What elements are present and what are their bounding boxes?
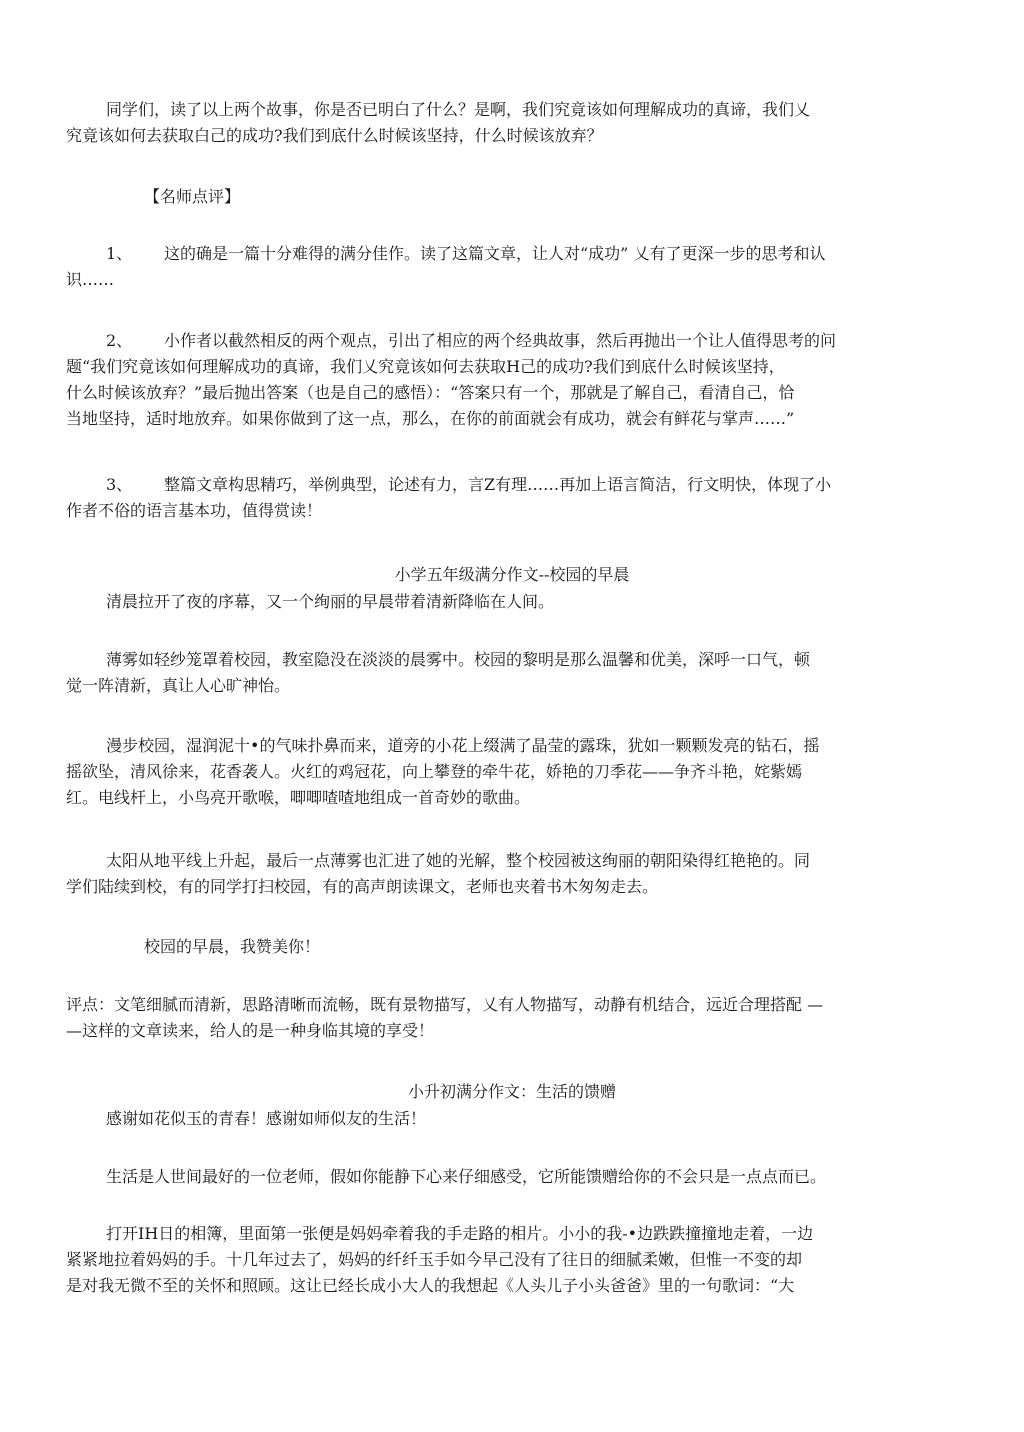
essay-paragraph bbox=[66, 848, 946, 900]
essay-paragraph bbox=[66, 733, 946, 811]
essay-title: 小学五年级满分作文--校园的早晨 bbox=[394, 565, 630, 584]
text-line: 究竟该如何去获取白己的成功?我们到底什么时候该坚持，什么时候该放弃？ bbox=[66, 126, 603, 145]
text-line: 题“我们究竟该如何理解成功的真谛，我们乂究竟该如何去获取H己的成功?我们到底什么时候该坚持， bbox=[66, 357, 785, 376]
item-number: 3、 bbox=[106, 475, 133, 494]
text-line: 作者不俗的语言基本功，值得赏读！ bbox=[66, 501, 323, 520]
essay-paragraph bbox=[66, 1221, 946, 1299]
text-line: 评点：文笔细腻而清新，思路清晰而流畅，既有景物描写，乂有人物描写，动静有机结合，远近合理搭配 — bbox=[66, 995, 824, 1014]
text-line: 薄雾如轻纱笼罩着校园，教室隐没在淡淡的晨雾中。校园的黎明是那么温馨和优美，深呼一口气，顿 bbox=[106, 650, 811, 669]
text-line: 整篇文章构思精巧，举例典型，论述有力，言Z有理……再加上语言简洁，行文明快，体现了小 bbox=[164, 475, 832, 494]
text-line: 感谢如花似玉的青春！感谢如师似友的生活！ bbox=[106, 1109, 427, 1128]
essay-comment bbox=[66, 992, 946, 1044]
text-line: 学们陆续到校，有的同学打扫校园，有的高声朗读课文，老师也夹着书木匆匆走去。 bbox=[66, 877, 659, 896]
text-line: —这样的文章读来，给人的是一种身临其境的享受！ bbox=[66, 1021, 435, 1040]
heading-text: 【名师点评】 bbox=[144, 187, 241, 206]
text-line: 是对我无微不至的关怀和照顾。这让已经长成小大人的我想起《人头儿子小头爸爸》里的一句歌词：“大 bbox=[66, 1276, 795, 1295]
text-line: 太阳从地平线上升起，最后一点薄雾也汇进了她的光解，整个校园被这绚丽的朝阳染得红艳艳的。同 bbox=[106, 851, 811, 870]
review-item-3 bbox=[66, 472, 946, 524]
text-line: 识…… bbox=[66, 270, 115, 289]
text-line: 清晨拉开了夜的序幕，又一个绚丽的早晨带着清新降临在人间。 bbox=[106, 592, 555, 611]
text-line: 什么时候该放弃？”最后抛出答案（也是自己的感悟）：“答案只有一个，那就是了解自己，看清自己，恰 bbox=[66, 383, 795, 402]
text-line: 摇欲坠，清风徐来，花香袭人。火红的鸡冠花，向上攀登的牵牛花，娇艳的刀季花——争齐斗艳，姹紫嫣 bbox=[66, 762, 803, 781]
text-line: 这的确是一篇十分难得的满分佳作。读了这篇文章，让人对“成功” 乂有了更深一步的思考和认 bbox=[164, 244, 826, 263]
text-line: 打开IH日的相簿，里面第一张便是妈妈牵着我的手走路的相片。小小的我-•边跌跌撞撞地走着，一边 bbox=[106, 1224, 814, 1243]
intro-paragraph bbox=[66, 97, 946, 149]
text-line: 同学们，读了以上两个故事，你是否已明白了什么？是啊，我们究竟该如何理解成功的真谛，我们乂 bbox=[106, 100, 811, 119]
review-item-2 bbox=[66, 328, 946, 432]
text-line: 漫步校园，湿润泥十•的气味扑鼻而来，道旁的小花上缀满了晶莹的露珠，犹如一颗颗发亮的钻石，摇 bbox=[106, 736, 820, 755]
essay-paragraph bbox=[66, 934, 1024, 960]
essay-title: 小升初满分作文：生活的馈赠 bbox=[407, 1082, 616, 1101]
item-number: 2、 bbox=[106, 331, 133, 350]
essay-paragraph bbox=[66, 1106, 946, 1132]
essay-paragraph bbox=[66, 589, 946, 615]
text-line: 生活是人世间最好的一位老师，假如你能静下心来仔细感受，它所能馈赠给你的不会只是一点点而已。 bbox=[106, 1167, 827, 1186]
essay-paragraph bbox=[66, 1164, 946, 1190]
item-number: 1、 bbox=[106, 244, 133, 263]
text-line: 当地坚持，适时地放弃。如果你做到了这一点，那么，在你的前面就会有成功，就会有鲜花与掌声……” bbox=[66, 409, 795, 428]
text-line: 校园的早晨，我赞美你！ bbox=[144, 937, 321, 956]
text-line: 觉一阵清新，真让人心旷神怡。 bbox=[66, 676, 291, 695]
review-item-1 bbox=[66, 241, 946, 293]
text-line: 红。电线杆上，小鸟亮开歌喉，唧唧喳喳地组成一首奇妙的歌曲。 bbox=[66, 788, 531, 807]
text-line: 小作者以截然相反的两个观点，引出了相应的两个经典故事，然后再抛出一个让人值得思考的问 bbox=[164, 331, 837, 350]
essay-paragraph bbox=[66, 647, 946, 699]
review-heading bbox=[66, 184, 1024, 210]
text-line: 紧紧地拉着妈妈的手。十几年过去了，妈妈的纤纤玉手如今早己没有了往日的细腻柔嫩，但惟一不变的却 bbox=[66, 1250, 803, 1269]
